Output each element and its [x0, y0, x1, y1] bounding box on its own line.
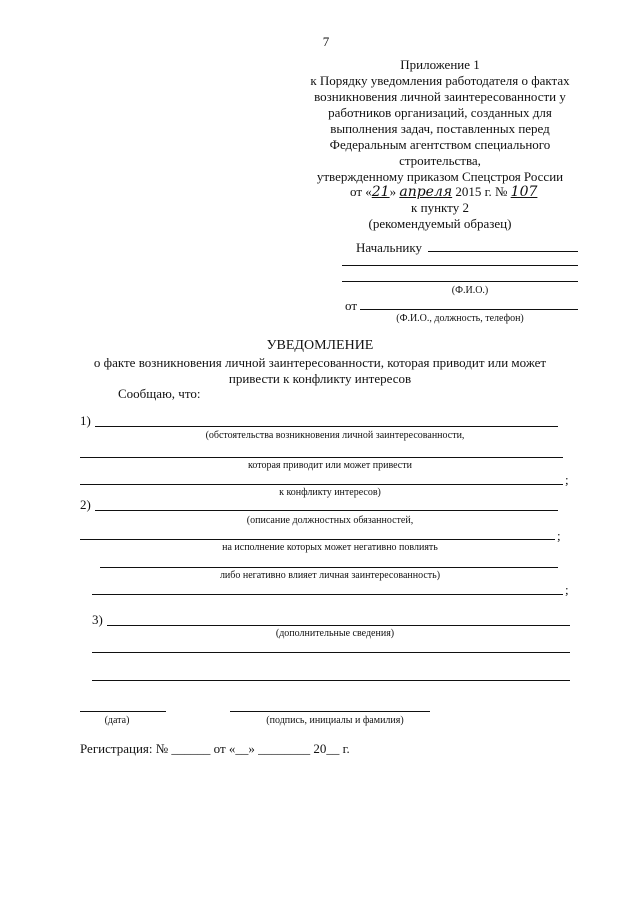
page-number: 7 [322, 34, 330, 49]
notice-subtitle: о факте возникновения личной заинтересованности, которая приводит или может [93, 355, 547, 370]
notice-title: УВЕДОМЛЕНИЕ [266, 338, 374, 353]
item3-blank[interactable] [92, 652, 570, 653]
order-number-handwritten: 107 [510, 184, 538, 200]
signature-caption: (подпись, инициалы и фамилия) [266, 715, 404, 726]
order-prefix: от « [350, 184, 372, 199]
signature-blank[interactable] [230, 711, 430, 712]
fio-caption: (Ф.И.О.) [451, 285, 489, 296]
item-number: 1) [80, 413, 91, 428]
item3-blank[interactable] [107, 625, 570, 626]
appendix-line: выполнения задач, поставленных перед [330, 121, 550, 136]
item-number: 2) [80, 497, 91, 512]
item2-blank[interactable] [95, 510, 558, 511]
sample-note: (рекомендуемый образец) [368, 216, 512, 231]
item2-blank[interactable] [80, 539, 555, 540]
order-mid: » [389, 184, 397, 199]
item2-blank[interactable] [92, 594, 563, 595]
item1-caption: которая приводит или может привести [248, 460, 412, 471]
appendix-line: к Порядку уведомления работодателя о фактах [310, 73, 570, 88]
item2-caption: либо негативно влияет личная заинтересованность) [219, 570, 441, 581]
appendix-line: Федеральным агентством специального [329, 137, 551, 152]
addressee-blank[interactable] [428, 251, 578, 252]
item1-blank[interactable] [80, 457, 563, 458]
appendix-line: утвержденному приказом Спецстроя России [316, 169, 564, 184]
registration-line: Регистрация: № ______ от «__» ________ 20__ г. [80, 741, 350, 756]
item2-caption: (описание должностных обязанностей, [246, 515, 414, 526]
semicolon: ; [557, 528, 561, 543]
notice-intro: Сообщаю, что: [118, 386, 201, 401]
item3-blank[interactable] [92, 680, 570, 681]
item-number: 3) [92, 612, 103, 627]
item1-blank[interactable] [95, 426, 558, 427]
appendix-title: Приложение 1 [400, 57, 480, 72]
appendix-line: возникновения личной заинтересованности у [314, 89, 566, 104]
semicolon: ; [565, 582, 569, 597]
from-caption: (Ф.И.О., должность, телефон) [396, 313, 524, 324]
item2-blank[interactable] [100, 567, 558, 568]
item1-blank[interactable] [80, 484, 563, 485]
item2-caption: на исполнение которых может негативно повлиять [222, 542, 438, 553]
item1-caption: к конфликту интересов) [279, 487, 381, 498]
item1-caption: (обстоятельства возникновения личной заинтересованности, [205, 430, 465, 441]
order-day-handwritten: 21 [371, 184, 390, 200]
addressee-label: Начальнику [356, 240, 423, 255]
point-reference: к пункту 2 [411, 200, 469, 215]
appendix-line: работников организаций, созданных для [328, 105, 552, 120]
notice-subtitle: привести к конфликту интересов [228, 371, 412, 386]
appendix-line: строительства, [399, 153, 481, 168]
item3-caption: (дополнительные сведения) [275, 628, 395, 639]
date-caption: (дата) [104, 715, 130, 726]
from-label: от [345, 298, 358, 313]
order-year: 2015 г. № [455, 184, 508, 199]
addressee-blank[interactable] [342, 265, 578, 266]
addressee-blank[interactable] [342, 281, 578, 282]
order-month-handwritten: апреля [399, 184, 453, 200]
order-line [350, 184, 537, 200]
from-blank[interactable] [360, 309, 578, 310]
date-blank[interactable] [80, 711, 166, 712]
semicolon: ; [565, 472, 569, 487]
